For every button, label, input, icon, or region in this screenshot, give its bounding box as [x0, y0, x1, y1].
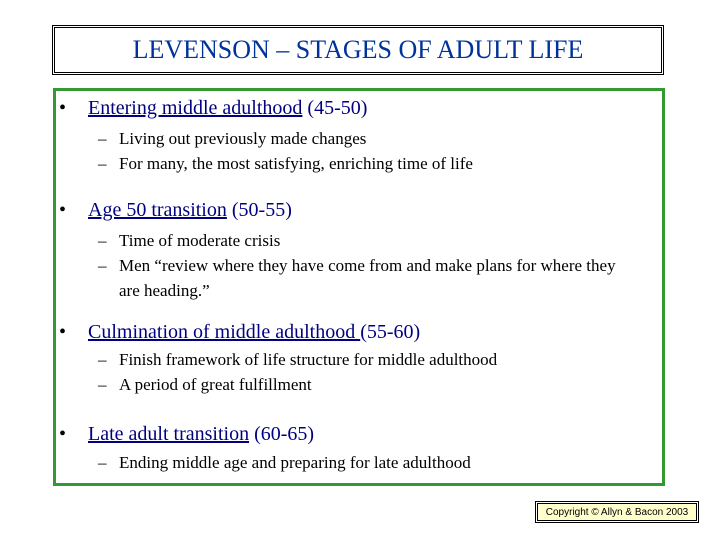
section-entering-middle-adulthood	[56, 96, 662, 176]
sub-item	[56, 450, 662, 475]
section-heading: Late adult transition	[88, 423, 250, 445]
section-culmination-middle-adulthood	[56, 320, 662, 397]
dash-icon: –	[98, 453, 107, 472]
sub-item	[56, 151, 662, 176]
dash-icon: –	[98, 256, 107, 275]
section-range: (55-60)	[360, 321, 421, 343]
sub-item	[56, 126, 662, 151]
bullet-text	[88, 96, 367, 120]
sub-item	[56, 228, 662, 253]
dash-icon: –	[98, 154, 107, 173]
section-range: (50-55)	[226, 199, 292, 221]
dash-icon: –	[98, 231, 107, 250]
bullet-icon: •	[59, 321, 67, 343]
section-heading: Age 50 transition	[88, 199, 227, 221]
bullet-line	[56, 422, 662, 446]
bullet-text	[88, 320, 420, 344]
title-box	[54, 27, 662, 73]
slide-title: LEVENSON – STAGES OF ADULT LIFE	[132, 35, 584, 64]
sub-item-text: Ending middle age and preparing for late adulthood	[119, 453, 471, 472]
copyright-notice: Copyright © Allyn & Bacon 2003	[537, 503, 697, 521]
sub-item-text: Finish framework of life structure for middle adulthood	[119, 350, 498, 369]
bullet-icon: •	[59, 423, 67, 445]
sub-item-text: Men “review where they have come from and make plans for where they are heading.”	[119, 256, 616, 300]
bullet-text	[88, 198, 292, 222]
bullet-icon: •	[59, 97, 67, 119]
bullet-text	[88, 422, 314, 446]
sub-item	[56, 372, 662, 397]
section-age-50-transition	[56, 198, 662, 303]
sub-item-text: A period of great fulfillment	[119, 375, 312, 394]
sub-item	[56, 253, 662, 303]
section-heading: Entering middle adulthood	[88, 97, 303, 119]
content-box	[53, 88, 665, 486]
section-range: (60-65)	[249, 423, 315, 445]
section-range: (45-50)	[302, 97, 368, 119]
bullet-line	[56, 96, 662, 120]
dash-icon: –	[98, 375, 107, 394]
section-heading: Culmination of middle adulthood	[88, 321, 361, 343]
bullet-icon: •	[59, 199, 67, 221]
section-late-adult-transition	[56, 422, 662, 475]
sub-item-text: Living out previously made changes	[119, 129, 367, 148]
bullet-line	[56, 198, 662, 222]
sub-item-text: For many, the most satisfying, enriching time of life	[119, 154, 473, 173]
sub-item-text: Time of moderate crisis	[119, 231, 281, 250]
dash-icon: –	[98, 350, 107, 369]
bullet-line	[56, 320, 662, 344]
sub-item	[56, 347, 662, 372]
dash-icon: –	[98, 129, 107, 148]
